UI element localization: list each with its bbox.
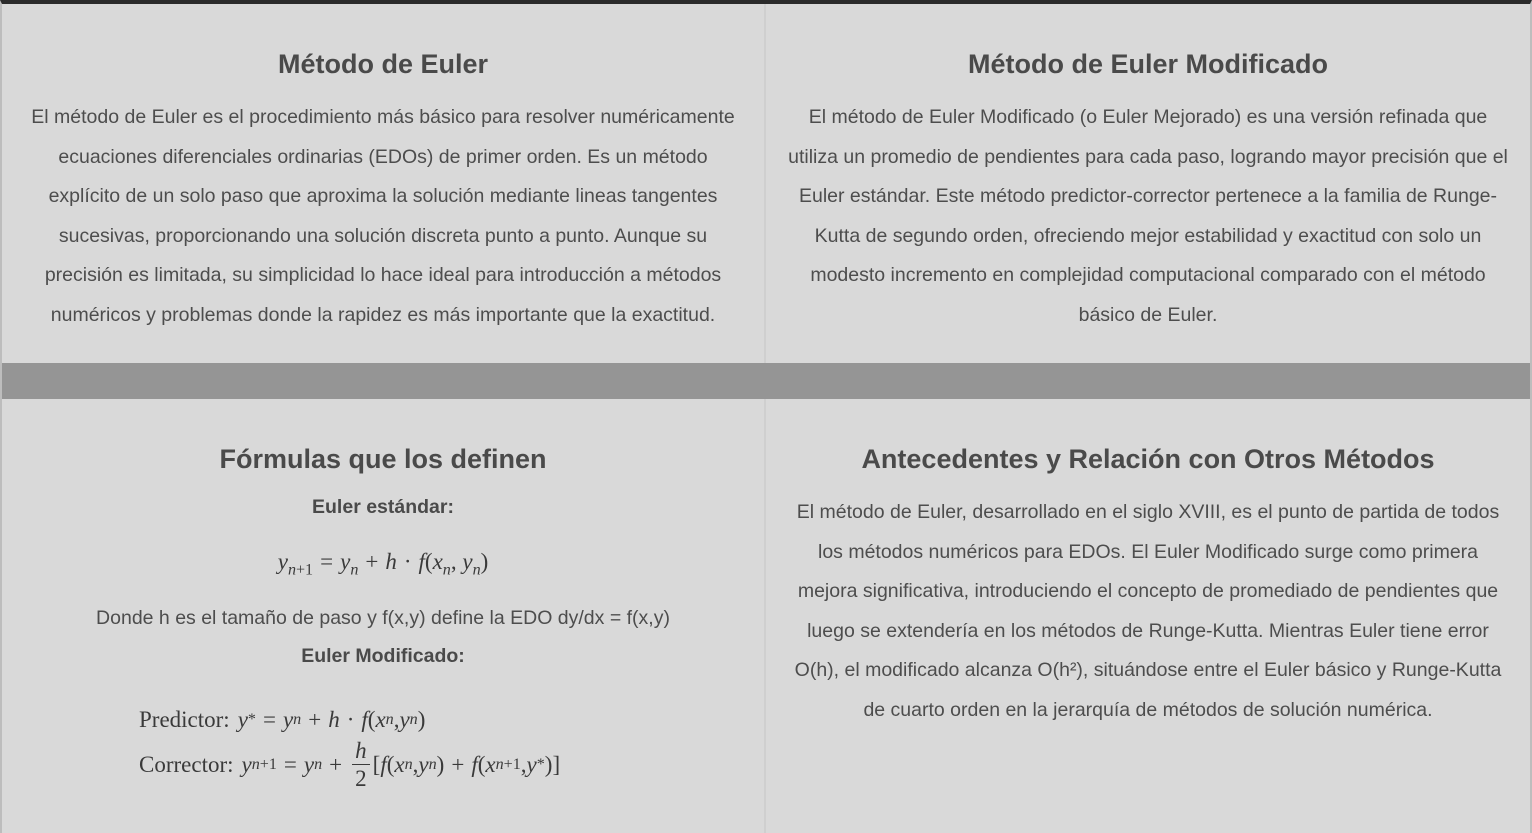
predictor-formula: Predictor: y * = y n + h · f ( x n , y n ): [139, 706, 426, 732]
euler-description: El método de Euler es el procedimiento más básico para resolver numéricamente ecuaciones diferenciales ordinarias (EDOs) de primer orden. Es un método explícito de un solo paso que aproxima la solución mediante lineas tangentes sucesivas, proporcionando una solución discreta punto a punto. Aunque su precisión es limitada, su simplicidad lo hace ideal para introducción a métodos numéricos y problemas donde la rapidez es más importante que la exactitud.: [31, 106, 735, 326]
euler-modified-description: El método de Euler Modificado (o Euler Mejorado) es una versión refinada que utiliza un promedio de pendientes para cada paso, logrando mayor precisión que el Euler estándar. Este método predictor-corrector pertenece a la familia de Runge-Kutta de segundo orden, ofreciendo mejor estabilidad y exactitud con solo un modesto incremento en complejidad computacional comparado con el método básico de Euler.: [788, 106, 1508, 326]
formulas-title: Fórmulas que los definen: [219, 444, 547, 474]
background-card: [766, 399, 1530, 833]
fraction-h-over-2: $\frac{h}{2}$: [352, 739, 370, 790]
euler-standard-formula: $y_{n+1} = y_n + h \cdot f(x_n$, $y_n$): [277, 549, 489, 579]
bottom-row: [2, 399, 1530, 833]
euler-standard-label: Euler estándar:: [312, 496, 454, 518]
top-row: [2, 4, 1530, 363]
euler-modified-label: Euler Modificado:: [301, 644, 465, 667]
euler-standard-note: Donde h es el tamaño de paso y f(x,y) define la EDO dy/dx = f(x,y): [96, 606, 670, 629]
euler-modified-card: [766, 4, 1530, 363]
predictor-label: Predictor:: [139, 706, 230, 732]
background-title: Antecedentes y Relación con Otros Métodos: [861, 444, 1435, 474]
euler-title: Método de Euler: [277, 49, 488, 79]
euler-card: [2, 4, 766, 363]
formulas-card: [2, 399, 766, 833]
euler-modified-title: Método de Euler Modificado: [967, 49, 1328, 79]
corrector-label: Corrector:: [139, 751, 234, 777]
euler-modified-formulas: [139, 700, 742, 790]
section-divider: [2, 363, 1530, 399]
background-description: El método de Euler, desarrollado en el siglo XVIII, es el punto de partida de todos los métodos numéricos para EDOs. El Euler Modificado surge como primera mejora significativa, introduciendo el concepto de promediado de pendientes que luego se extendería en los métodos de Runge-Kutta. Mientras Euler tiene error O(h), el modificado alcanza O(h²), situándose entre el Euler básico y Runge-Kutta de cuarto orden en la jerarquía de métodos de solución numérica.: [794, 501, 1502, 721]
corrector-formula: Corrector: y n+1 = y n + $\frac{h}{2}$ [ f ( x n , y n ) + f ( x n+1 , y * )]: [139, 738, 561, 792]
